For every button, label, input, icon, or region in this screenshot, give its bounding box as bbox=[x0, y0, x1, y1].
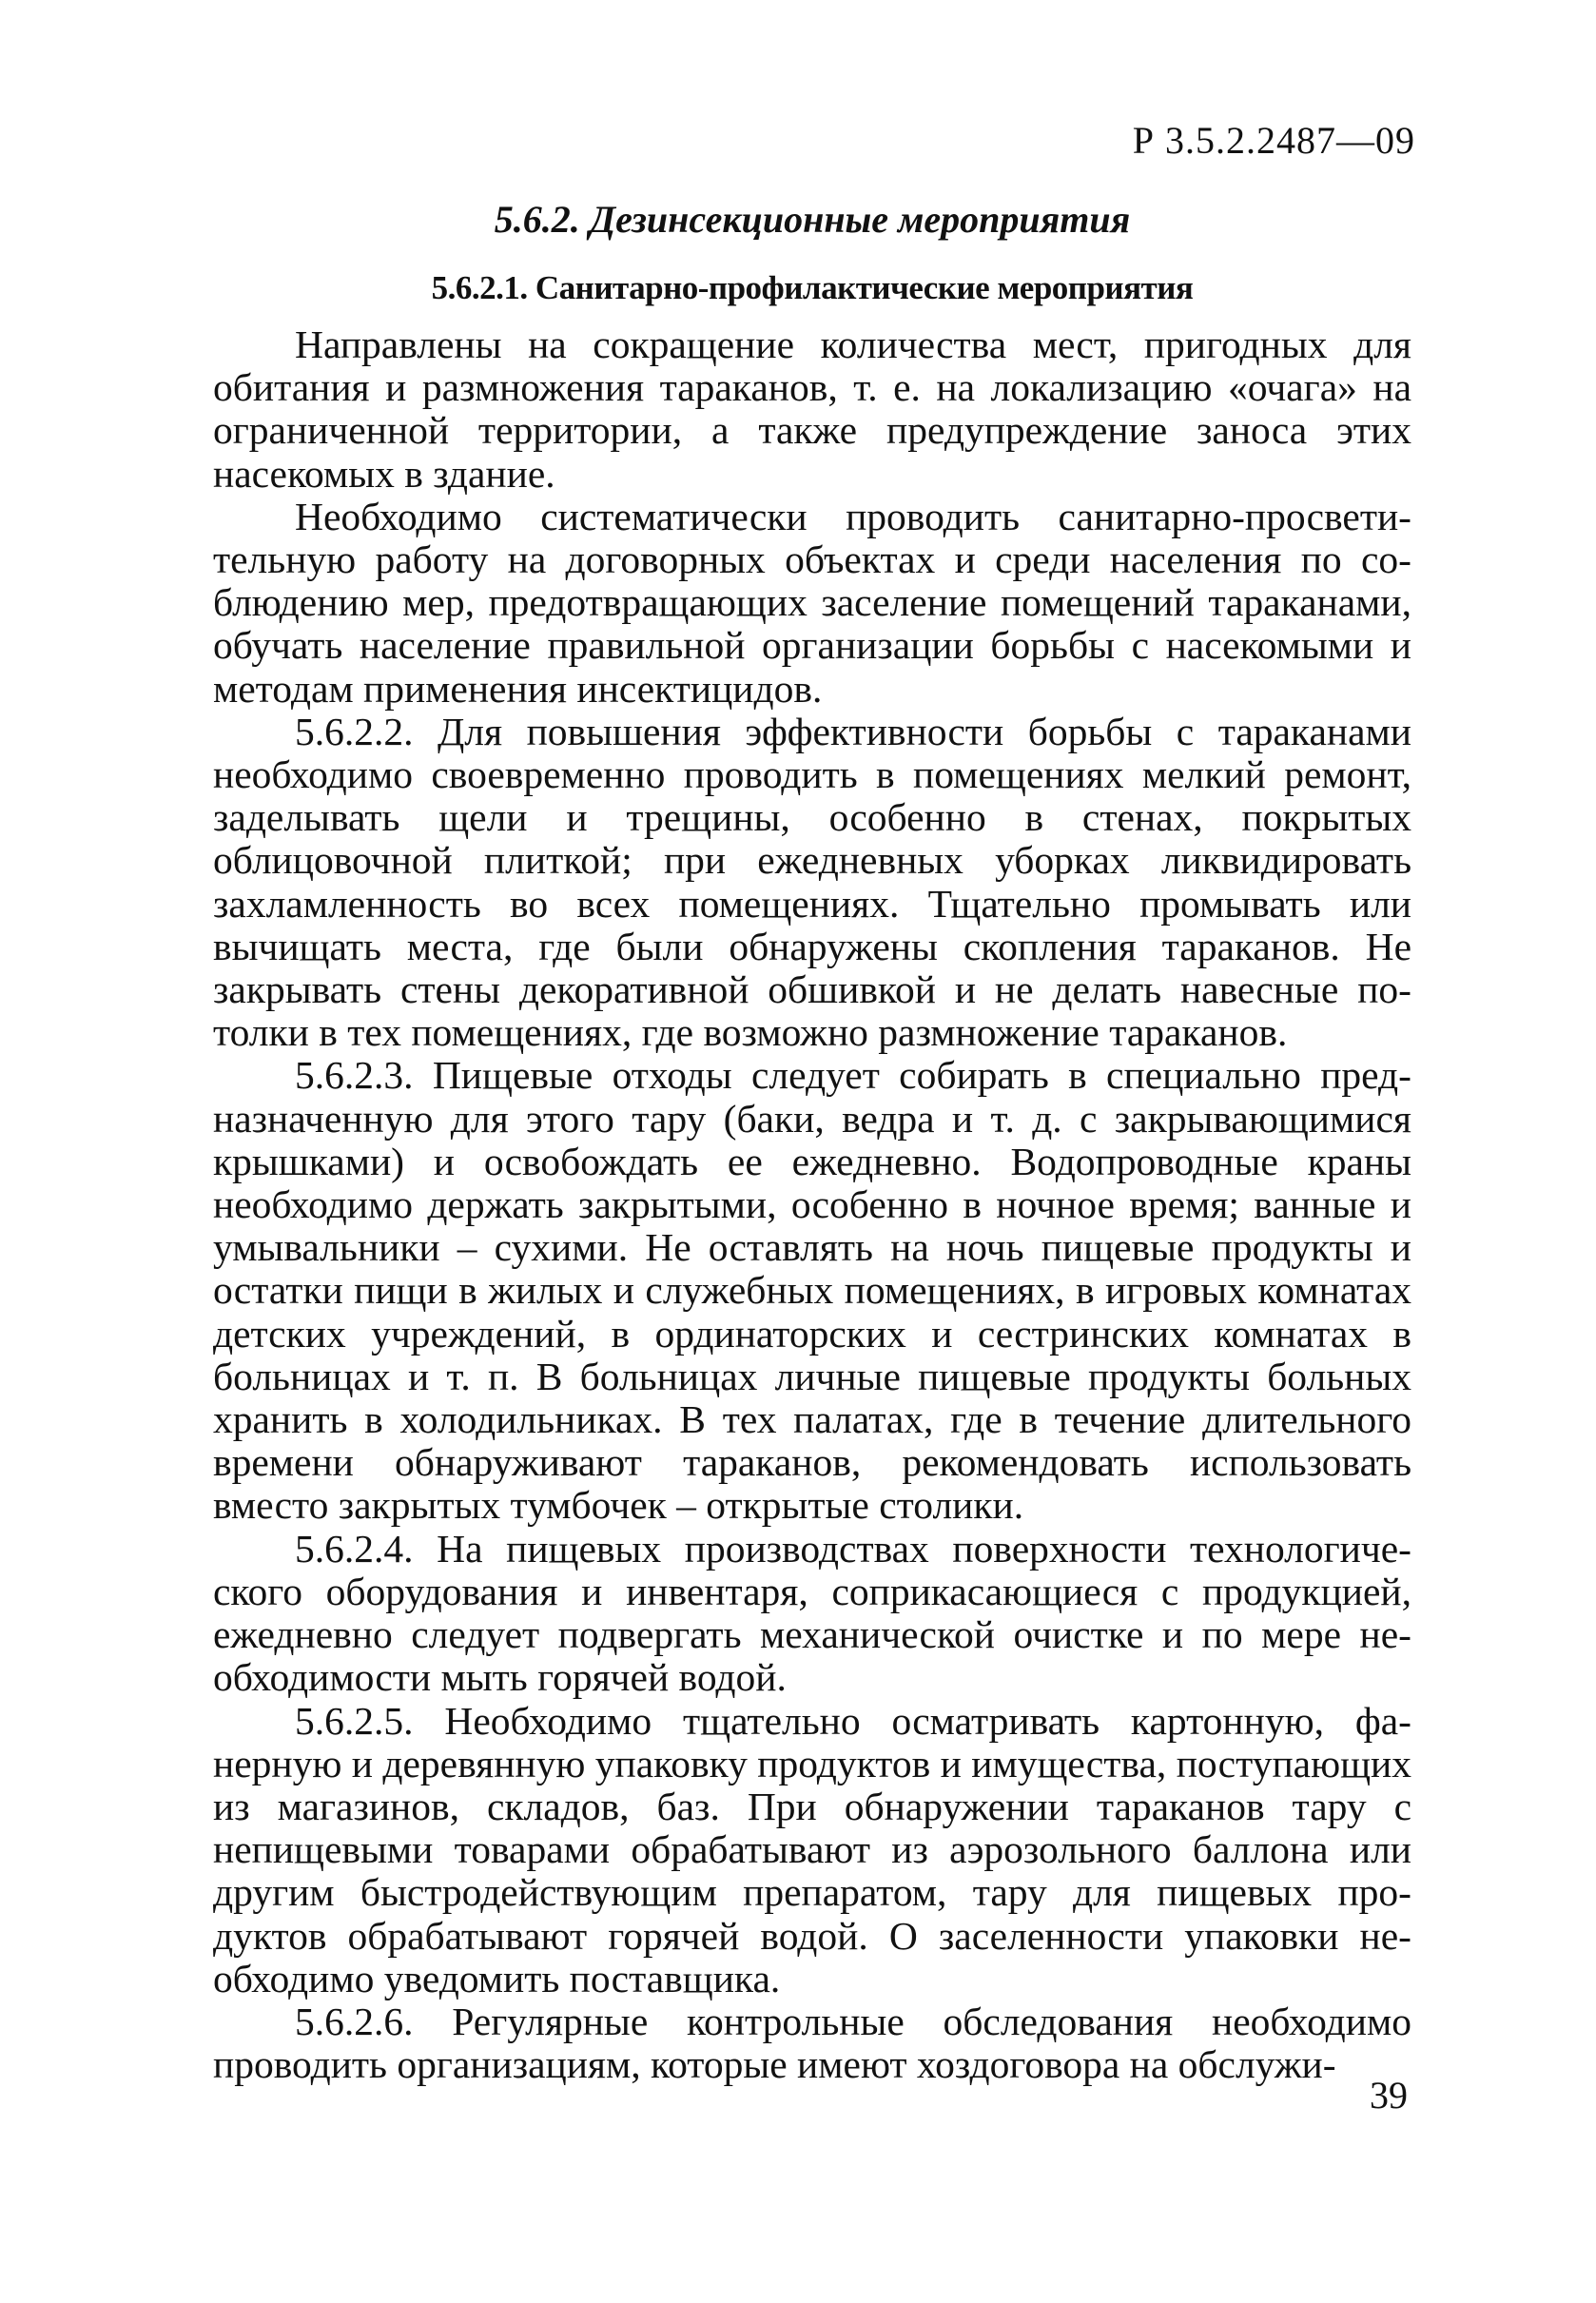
paragraph: Необходимо систематически проводить санитарно-просветительную работу на договорных объектах и среди населения по соблюдению мер, предотвращающих заселение помещений тараканами, обучать население правильной организации борьбы с насекомыми и методам применения инсектицидов. bbox=[213, 494, 1411, 711]
paragraph: 5.6.2.4. На пищевых производствах поверхности технологического оборудования и инвентаря, соприкасающиеся с продукцией, ежедневно следует подвергать механической очистке и по мере необходимости мыть горячей водой. bbox=[213, 1526, 1411, 1700]
paragraph: 5.6.2.3. Пищевые отходы следует собирать в специально предназначенную для этого тару (баки, ведра и т. д. с закрывающимися крышками) и освобождать ее ежедневно. Водопроводные краны необходимо держать закрытыми, особенно в ночное время; ванные и умывальники – сухими. Не оставлять на ночь пищевые продукты и остатки пищи в жилых и служебных помещениях, в игровых комнатах детских учреждений, в ординаторских и сестринских комнатах в больницах и т. п. В больницах личные пищевые продукты больных хранить в холодильниках. В тех палатах, где в течение длительного времени обнаруживают тараканов, рекомендовать использовать вместо закрытых тумбочек – открытые столики. bbox=[213, 1053, 1411, 1528]
paragraph: 5.6.2.2. Для повышения эффективности борьбы с тараканами необходимо своевременно проводить в помещениях мелкий ремонт, заделывать щели и трещины, особенно в стенах, покрытых облицовочной плиткой; при ежедневных уборках ликвидировать захламленность во всех помещениях. Тщательно промывать или вычищать места, где были обнаружены скопления тараканов. Не закрывать стены декоративной обшивкой и не делать навесные потолки в тех помещениях, где возможно размножение тараканов. bbox=[213, 709, 1411, 1055]
page-content bbox=[213, 196, 1411, 2086]
section-title: 5.6.2. Дезинсекционные мероприятия bbox=[494, 198, 1131, 241]
document-code: Р 3.5.2.2487—09 bbox=[1132, 119, 1415, 162]
page-number: 39 bbox=[1370, 2074, 1408, 2117]
paragraph: Направлены на сокращение количества мест, пригодных для обитания и размножения тараканов, т. е. на локализацию «очага» на ограниченной территории, а также предупреждение заноса этих насекомых в здание. bbox=[213, 322, 1411, 496]
paragraph: 5.6.2.5. Необходимо тщательно осматривать картонную, фанерную и деревянную упаковку продуктов и имущества, поступающих из магазинов, складов, баз. При обнаружении тараканов тару с непищевыми товарами обрабатывают из аэрозольного баллона или другим быстродействующим препаратом, тару для пищевых продуктов обрабатывают горячей водой. О заселенности упаковки необходимо уведомить поставщика. bbox=[213, 1698, 1411, 2000]
subsection-title: 5.6.2.1. Санитарно-профилактические мероприятия bbox=[431, 269, 1194, 306]
paragraph: 5.6.2.6. Регулярные контрольные обследования необходимо проводить организациям, которые имеют хоздоговора на обслужи- bbox=[213, 1999, 1411, 2087]
